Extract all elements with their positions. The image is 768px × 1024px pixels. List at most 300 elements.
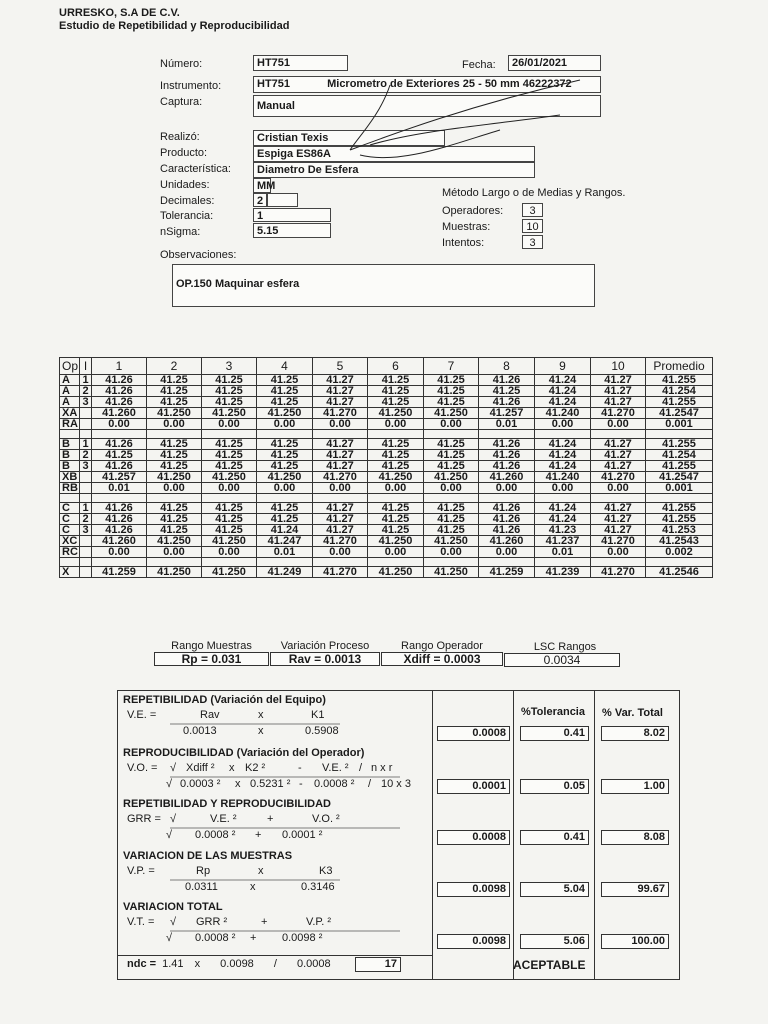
rep-formula-value: 0.0013 bbox=[183, 725, 217, 737]
table-cell: 0.01 bbox=[535, 547, 591, 558]
table-cell: 41.26 bbox=[92, 397, 147, 408]
table-cell: B bbox=[60, 439, 80, 450]
table-cell: 0.00 bbox=[92, 547, 147, 558]
table-cell: RB bbox=[60, 483, 80, 494]
table-cell: 41.25 bbox=[424, 514, 479, 525]
observaciones-field[interactable]: OP.150 Maquinar esfera bbox=[172, 264, 595, 307]
table-cell: 41.250 bbox=[147, 472, 202, 483]
table-cell: 0.00 bbox=[479, 547, 535, 558]
muestras-field[interactable]: 10 bbox=[522, 219, 543, 233]
table-cell: 1 bbox=[80, 375, 92, 386]
rep-title: REPETIBILIDAD (Variación del Equipo) bbox=[123, 694, 326, 706]
table-header-3: 2 bbox=[147, 358, 202, 375]
table-cell: 41.24 bbox=[535, 503, 591, 514]
table-cell: 41.26 bbox=[92, 461, 147, 472]
table-cell: 41.27 bbox=[591, 525, 646, 536]
table-cell: 0.01 bbox=[92, 483, 147, 494]
table-cell: 41.25 bbox=[368, 514, 424, 525]
table-cell: 41.27 bbox=[591, 397, 646, 408]
table-cell: 41.250 bbox=[147, 536, 202, 547]
table-cell: 41.25 bbox=[202, 503, 257, 514]
table-header-11: 10 bbox=[591, 358, 646, 375]
captura-field[interactable]: Manual bbox=[253, 95, 601, 117]
vm-formula-term: V.P. = bbox=[127, 865, 155, 877]
rep-result-1: 0.41 bbox=[520, 726, 589, 741]
rr-formula-value: 0.0008 ² bbox=[195, 829, 236, 841]
repro-formula-term: n x r bbox=[371, 762, 393, 774]
repro-result-0: 0.0001 bbox=[437, 779, 510, 794]
result-status: ACEPTABLE bbox=[513, 958, 586, 972]
table-cell: 41.250 bbox=[202, 536, 257, 547]
table-cell: 41.250 bbox=[257, 408, 313, 419]
table-cell: 41.25 bbox=[424, 439, 479, 450]
table-cell: C bbox=[60, 503, 80, 514]
repro-formula-value: √ bbox=[166, 778, 173, 790]
table-cell: 41.25 bbox=[257, 439, 313, 450]
table-cell: 41.26 bbox=[479, 503, 535, 514]
table-cell: 41.25 bbox=[257, 375, 313, 386]
table-cell: 41.270 bbox=[313, 408, 368, 419]
table-cell: 0.00 bbox=[591, 483, 646, 494]
table-cell: 3 bbox=[80, 525, 92, 536]
table-cell: 41.25 bbox=[424, 525, 479, 536]
table-cell: B bbox=[60, 461, 80, 472]
table-cell: 0.00 bbox=[92, 419, 147, 430]
table-cell: 41.259 bbox=[92, 567, 147, 578]
table-cell: 41.260 bbox=[479, 472, 535, 483]
study-title: Estudio de Repetibilidad y Reproducibilidad bbox=[59, 20, 290, 32]
table-cell: 41.240 bbox=[535, 472, 591, 483]
repro-formula-value: / bbox=[368, 778, 372, 790]
table-cell: 41.27 bbox=[313, 439, 368, 450]
table-cell: 41.250 bbox=[368, 536, 424, 547]
table-header-5: 4 bbox=[257, 358, 313, 375]
vm-formula-term: Rp bbox=[196, 865, 211, 877]
table-cell: 41.25 bbox=[202, 375, 257, 386]
table-cell: C bbox=[60, 514, 80, 525]
table-cell: 41.27 bbox=[591, 461, 646, 472]
vt-formula-value: + bbox=[250, 932, 257, 944]
table-cell: 0.002 bbox=[646, 547, 713, 558]
table-cell: 41.25 bbox=[424, 450, 479, 461]
table-cell: 2 bbox=[80, 514, 92, 525]
table-cell: RA bbox=[60, 419, 80, 430]
table-cell: 41.25 bbox=[257, 514, 313, 525]
table-cell: 41.26 bbox=[92, 503, 147, 514]
table-cell: 41.27 bbox=[313, 397, 368, 408]
table-cell: 41.254 bbox=[646, 386, 713, 397]
table-cell: 41.239 bbox=[535, 567, 591, 578]
table-cell: 0.01 bbox=[479, 419, 535, 430]
observaciones-label: Observaciones: bbox=[160, 249, 237, 261]
table-cell: 41.25 bbox=[147, 514, 202, 525]
table-cell: 41.26 bbox=[479, 450, 535, 461]
table-cell: 41.25 bbox=[257, 503, 313, 514]
table-header-2: 1 bbox=[92, 358, 147, 375]
table-cell: 41.25 bbox=[424, 461, 479, 472]
numero-label: Número: bbox=[160, 58, 203, 70]
table-cell: 41.25 bbox=[368, 503, 424, 514]
table-cell: 41.25 bbox=[479, 386, 535, 397]
table-cell: 41.24 bbox=[535, 439, 591, 450]
table-cell: 41.25 bbox=[424, 375, 479, 386]
table-cell: 41.250 bbox=[424, 408, 479, 419]
table-cell: 0.00 bbox=[257, 483, 313, 494]
vm-formula-term: K3 bbox=[319, 865, 333, 877]
table-cell: 41.270 bbox=[313, 472, 368, 483]
table-cell: 41.255 bbox=[646, 397, 713, 408]
table-cell: 41.24 bbox=[535, 386, 591, 397]
table-cell: 41.237 bbox=[535, 536, 591, 547]
vm-result-1: 5.04 bbox=[520, 882, 589, 897]
table-cell: 41.25 bbox=[368, 386, 424, 397]
vm-formula-value: x bbox=[250, 881, 256, 893]
nsigma-field[interactable]: 5.15 bbox=[253, 223, 331, 238]
vm-title: VARIACION DE LAS MUESTRAS bbox=[123, 850, 293, 862]
repro-formula-term: x bbox=[229, 762, 235, 774]
table-cell: 41.26 bbox=[92, 375, 147, 386]
repro-result-2: 1.00 bbox=[601, 779, 669, 794]
variacion-proceso-label: Variación Proceso bbox=[280, 640, 370, 652]
decimales-field[interactable]: 2 bbox=[253, 193, 267, 207]
instrumento-desc: Micrometro de Exteriores 25 - 50 mm 46222372 bbox=[327, 78, 572, 90]
table-cell: 0.00 bbox=[147, 547, 202, 558]
table-cell: 41.27 bbox=[313, 461, 368, 472]
operadores-label: Operadores: bbox=[442, 205, 504, 217]
vt-formula-term: + bbox=[261, 916, 268, 928]
vm-formula-value: 0.3146 bbox=[301, 881, 335, 893]
table-cell: 0.00 bbox=[313, 419, 368, 430]
table-cell: 41.2546 bbox=[646, 567, 713, 578]
table-cell: 41.255 bbox=[646, 439, 713, 450]
intentos-label: Intentos: bbox=[442, 237, 485, 249]
metodo-text: Método Largo o de Medias y Rangos. bbox=[442, 187, 626, 199]
vt-formula-value: √ bbox=[166, 932, 173, 944]
table-cell: 41.250 bbox=[368, 408, 424, 419]
table-cell: 41.260 bbox=[479, 536, 535, 547]
table-header-0: Op bbox=[60, 358, 80, 375]
rr-formula-term: V.O. ² bbox=[312, 813, 340, 825]
table-cell: 41.26 bbox=[479, 397, 535, 408]
table-cell: C bbox=[60, 525, 80, 536]
table-cell: 41.27 bbox=[313, 514, 368, 525]
table-cell: 0.00 bbox=[257, 419, 313, 430]
repro-formula-value: x bbox=[235, 778, 241, 790]
table-cell: 1 bbox=[80, 503, 92, 514]
table-cell: 41.27 bbox=[591, 375, 646, 386]
company-name: URRESKO, S.A DE C.V. bbox=[59, 7, 180, 19]
table-cell: 0.001 bbox=[646, 419, 713, 430]
table-cell: XB bbox=[60, 472, 80, 483]
rr-formula-value: √ bbox=[166, 829, 173, 841]
vt-result-0: 0.0098 bbox=[437, 934, 510, 949]
table-cell: 41.27 bbox=[591, 503, 646, 514]
table-cell: 41.25 bbox=[147, 439, 202, 450]
table-cell: 41.25 bbox=[147, 386, 202, 397]
table-cell: 41.24 bbox=[535, 514, 591, 525]
repro-formula-value: 10 x 3 bbox=[381, 778, 411, 790]
rr-result-2: 8.08 bbox=[601, 830, 669, 845]
vt-title: VARIACION TOTAL bbox=[123, 901, 223, 913]
table-cell: 41.25 bbox=[147, 503, 202, 514]
table-header-9: 8 bbox=[479, 358, 535, 375]
repro-formula-term: V.O. = bbox=[127, 762, 158, 774]
caracteristica-label: Característica: bbox=[160, 163, 231, 175]
table-cell: 41.25 bbox=[92, 450, 147, 461]
repro-formula-term: K2 ² bbox=[245, 762, 266, 774]
table-cell: 41.25 bbox=[368, 525, 424, 536]
table-cell: 0.00 bbox=[368, 547, 424, 558]
table-cell: 41.2543 bbox=[646, 536, 713, 547]
rr-formula-value: 0.0001 ² bbox=[282, 829, 323, 841]
table-cell: 41.255 bbox=[646, 375, 713, 386]
table-cell: A bbox=[60, 397, 80, 408]
table-cell: 41.25 bbox=[424, 386, 479, 397]
table-cell: 41.259 bbox=[479, 567, 535, 578]
ndc-formula: ndc = 1.41 x 0.0098 / 0.0008 bbox=[127, 958, 331, 970]
table-cell: 41.24 bbox=[535, 450, 591, 461]
realizo-field[interactable]: Cristian Texis bbox=[253, 130, 445, 146]
table-header-10: 9 bbox=[535, 358, 591, 375]
table-cell: 41.25 bbox=[257, 450, 313, 461]
table-header-4: 3 bbox=[202, 358, 257, 375]
repro-formula-term: Xdiff ² bbox=[186, 762, 215, 774]
table-cell: 41.250 bbox=[368, 472, 424, 483]
table-cell: 41.25 bbox=[257, 461, 313, 472]
table-cell: 41.250 bbox=[368, 567, 424, 578]
tolerancia-label: Tolerancia: bbox=[160, 210, 214, 222]
table-cell: 41.260 bbox=[92, 536, 147, 547]
table-cell: 41.270 bbox=[591, 408, 646, 419]
operadores-field[interactable]: 3 bbox=[522, 203, 543, 217]
table-cell: A bbox=[60, 386, 80, 397]
table-cell: 41.26 bbox=[479, 461, 535, 472]
numero-field[interactable]: HT751 bbox=[253, 55, 348, 71]
table-cell: 0.00 bbox=[147, 483, 202, 494]
vt-formula-term: GRR ² bbox=[196, 916, 228, 928]
vm-result-2: 99.67 bbox=[601, 882, 669, 897]
table-cell: 41.27 bbox=[313, 503, 368, 514]
table-cell: 0.00 bbox=[202, 483, 257, 494]
table-cell: 3 bbox=[80, 397, 92, 408]
vt-formula-value: 0.0098 ² bbox=[282, 932, 323, 944]
table-cell: 0.00 bbox=[313, 547, 368, 558]
table-cell: 0.00 bbox=[535, 419, 591, 430]
table-cell: 41.26 bbox=[92, 439, 147, 450]
table-cell: 41.25 bbox=[202, 525, 257, 536]
vt-formula-term: √ bbox=[170, 916, 177, 928]
table-cell: 41.24 bbox=[257, 525, 313, 536]
table-cell: 41.2547 bbox=[646, 408, 713, 419]
table-cell: 41.25 bbox=[424, 503, 479, 514]
table-cell: 41.27 bbox=[313, 375, 368, 386]
repro-result-1: 0.05 bbox=[520, 779, 589, 794]
table-cell: 41.255 bbox=[646, 503, 713, 514]
col-tolerancia: %Tolerancia bbox=[521, 706, 585, 718]
table-cell: 0.00 bbox=[591, 419, 646, 430]
table-cell: 0.00 bbox=[591, 547, 646, 558]
table-header-7: 6 bbox=[368, 358, 424, 375]
table-cell: 41.25 bbox=[202, 386, 257, 397]
table-cell: 0.00 bbox=[424, 419, 479, 430]
rr-title: REPETIBILIDAD Y REPRODUCIBILIDAD bbox=[123, 798, 332, 810]
table-header-1: I bbox=[80, 358, 92, 375]
table-cell: 41.2547 bbox=[646, 472, 713, 483]
producto-label: Producto: bbox=[160, 147, 208, 159]
table-cell: 41.23 bbox=[535, 525, 591, 536]
table-cell: 41.26 bbox=[479, 375, 535, 386]
table-cell: 41.250 bbox=[202, 472, 257, 483]
rep-formula-term: Rav bbox=[200, 709, 220, 721]
vm-formula-value: 0.0311 bbox=[185, 881, 218, 893]
table-cell: 41.25 bbox=[202, 397, 257, 408]
table-cell: 41.270 bbox=[591, 472, 646, 483]
table-cell: XA bbox=[60, 408, 80, 419]
rep-formula-value: 0.5908 bbox=[305, 725, 339, 737]
rr-result-1: 0.41 bbox=[520, 830, 589, 845]
caracteristica-field[interactable]: Diametro De Esfera bbox=[253, 162, 535, 178]
table-cell: X bbox=[60, 567, 80, 578]
table-cell: 41.27 bbox=[591, 439, 646, 450]
table-cell: 41.250 bbox=[257, 472, 313, 483]
table-cell: 41.270 bbox=[591, 536, 646, 547]
table-cell: 2 bbox=[80, 386, 92, 397]
repro-formula-value: 0.0003 ² bbox=[180, 778, 221, 790]
repro-formula-value: - bbox=[299, 778, 303, 790]
repro-title: REPRODUCIBILIDAD (Variación del Operador) bbox=[123, 747, 365, 759]
table-cell: 41.25 bbox=[202, 514, 257, 525]
table-cell: 0.00 bbox=[535, 483, 591, 494]
repro-formula-term: / bbox=[359, 762, 363, 774]
table-cell: 41.25 bbox=[368, 450, 424, 461]
table-cell: 41.25 bbox=[368, 375, 424, 386]
table-cell: 0.00 bbox=[424, 483, 479, 494]
table-cell: 41.240 bbox=[535, 408, 591, 419]
table-cell: 41.25 bbox=[202, 461, 257, 472]
rango-muestras-label: Rango Muestras bbox=[171, 640, 252, 652]
table-cell: 41.26 bbox=[479, 525, 535, 536]
table-cell: 41.25 bbox=[368, 461, 424, 472]
repro-formula-term: √ bbox=[170, 762, 177, 774]
rr-result-0: 0.0008 bbox=[437, 830, 510, 845]
table-cell: 41.25 bbox=[202, 439, 257, 450]
instrumento-label: Instrumento: bbox=[160, 80, 222, 92]
instrumento-code: HT751 bbox=[257, 78, 291, 90]
table-cell: 41.253 bbox=[646, 525, 713, 536]
ndc-value: 17 bbox=[355, 957, 401, 972]
rep-formula-value: x bbox=[258, 725, 264, 737]
table-cell: 41.26 bbox=[479, 514, 535, 525]
repro-formula-value: 0.0008 ² bbox=[314, 778, 355, 790]
variacion-proceso-value: Rav = 0.0013 bbox=[270, 652, 380, 666]
table-cell: 41.249 bbox=[257, 567, 313, 578]
table-cell: 41.25 bbox=[257, 386, 313, 397]
table-cell: 41.260 bbox=[92, 408, 147, 419]
vt-result-2: 100.00 bbox=[601, 934, 669, 949]
rep-formula-term: K1 bbox=[311, 709, 325, 721]
unidades-field[interactable]: MM bbox=[253, 178, 271, 193]
table-cell: 41.255 bbox=[646, 461, 713, 472]
rr-formula-term: GRR = bbox=[127, 813, 161, 825]
decimales-label: Decimales: bbox=[160, 195, 215, 207]
table-cell: 41.250 bbox=[202, 408, 257, 419]
rep-formula-term: V.E. = bbox=[127, 709, 157, 721]
table-cell: 41.25 bbox=[147, 461, 202, 472]
table-cell: 0.00 bbox=[479, 483, 535, 494]
table-cell: 0.00 bbox=[424, 547, 479, 558]
vt-formula-value: 0.0008 ² bbox=[195, 932, 236, 944]
table-header-12: Promedio bbox=[646, 358, 713, 375]
table-cell: 41.26 bbox=[92, 525, 147, 536]
table-cell: 41.250 bbox=[424, 536, 479, 547]
table-cell: 41.26 bbox=[479, 439, 535, 450]
table-cell: 41.25 bbox=[424, 397, 479, 408]
fecha-field[interactable]: 26/01/2021 bbox=[508, 55, 601, 71]
producto-field[interactable]: Espiga ES86A bbox=[253, 146, 535, 162]
table-cell: 41.24 bbox=[535, 461, 591, 472]
table-cell: 41.270 bbox=[313, 536, 368, 547]
nsigma-label: nSigma: bbox=[160, 226, 201, 238]
table-cell: B bbox=[60, 450, 80, 461]
tolerancia-field[interactable]: 1 bbox=[253, 208, 331, 222]
vt-formula-term: V.P. ² bbox=[306, 916, 332, 928]
rango-muestras-value: Rp = 0.031 bbox=[154, 652, 269, 666]
table-cell: 2 bbox=[80, 450, 92, 461]
table-cell: 41.25 bbox=[147, 525, 202, 536]
fecha-label: Fecha: bbox=[462, 59, 496, 71]
table-cell: 41.25 bbox=[368, 439, 424, 450]
table-cell: 41.27 bbox=[313, 450, 368, 461]
lsc-rangos-value: 0.0034 bbox=[504, 653, 620, 667]
table-cell: 41.250 bbox=[147, 408, 202, 419]
table-cell: 3 bbox=[80, 461, 92, 472]
table-cell: 41.257 bbox=[479, 408, 535, 419]
realizo-label: Realizó: bbox=[160, 131, 200, 143]
captura-label: Captura: bbox=[160, 96, 203, 108]
table-cell: 41.250 bbox=[202, 567, 257, 578]
rep-formula-term: x bbox=[258, 709, 264, 721]
muestras-label: Muestras: bbox=[442, 221, 491, 233]
table-cell: 41.27 bbox=[313, 386, 368, 397]
table-cell: RC bbox=[60, 547, 80, 558]
table-cell: 41.247 bbox=[257, 536, 313, 547]
vm-result-0: 0.0098 bbox=[437, 882, 510, 897]
table-cell: 0.00 bbox=[368, 419, 424, 430]
table-cell: 0.001 bbox=[646, 483, 713, 494]
table-cell: 41.257 bbox=[92, 472, 147, 483]
rr-formula-term: V.E. ² bbox=[210, 813, 237, 825]
table-cell: 41.24 bbox=[535, 397, 591, 408]
table-cell: 41.25 bbox=[202, 450, 257, 461]
table-cell: 41.25 bbox=[147, 450, 202, 461]
table-cell: 41.255 bbox=[646, 514, 713, 525]
vm-formula-term: x bbox=[258, 865, 264, 877]
table-cell: 41.254 bbox=[646, 450, 713, 461]
table-cell: 41.270 bbox=[313, 567, 368, 578]
table-cell: 41.25 bbox=[368, 397, 424, 408]
table-cell: 41.250 bbox=[147, 567, 202, 578]
table-cell: A bbox=[60, 375, 80, 386]
rep-result-0: 0.0008 bbox=[437, 726, 510, 741]
rango-operador-value: Xdiff = 0.0003 bbox=[381, 652, 503, 666]
vt-formula-term: V.T. = bbox=[127, 916, 155, 928]
table-cell: 0.00 bbox=[368, 483, 424, 494]
rr-formula-term: √ bbox=[170, 813, 177, 825]
table-cell: 41.27 bbox=[591, 386, 646, 397]
table-header-8: 7 bbox=[424, 358, 479, 375]
intentos-field[interactable]: 3 bbox=[522, 235, 543, 249]
table-cell: 41.24 bbox=[535, 375, 591, 386]
